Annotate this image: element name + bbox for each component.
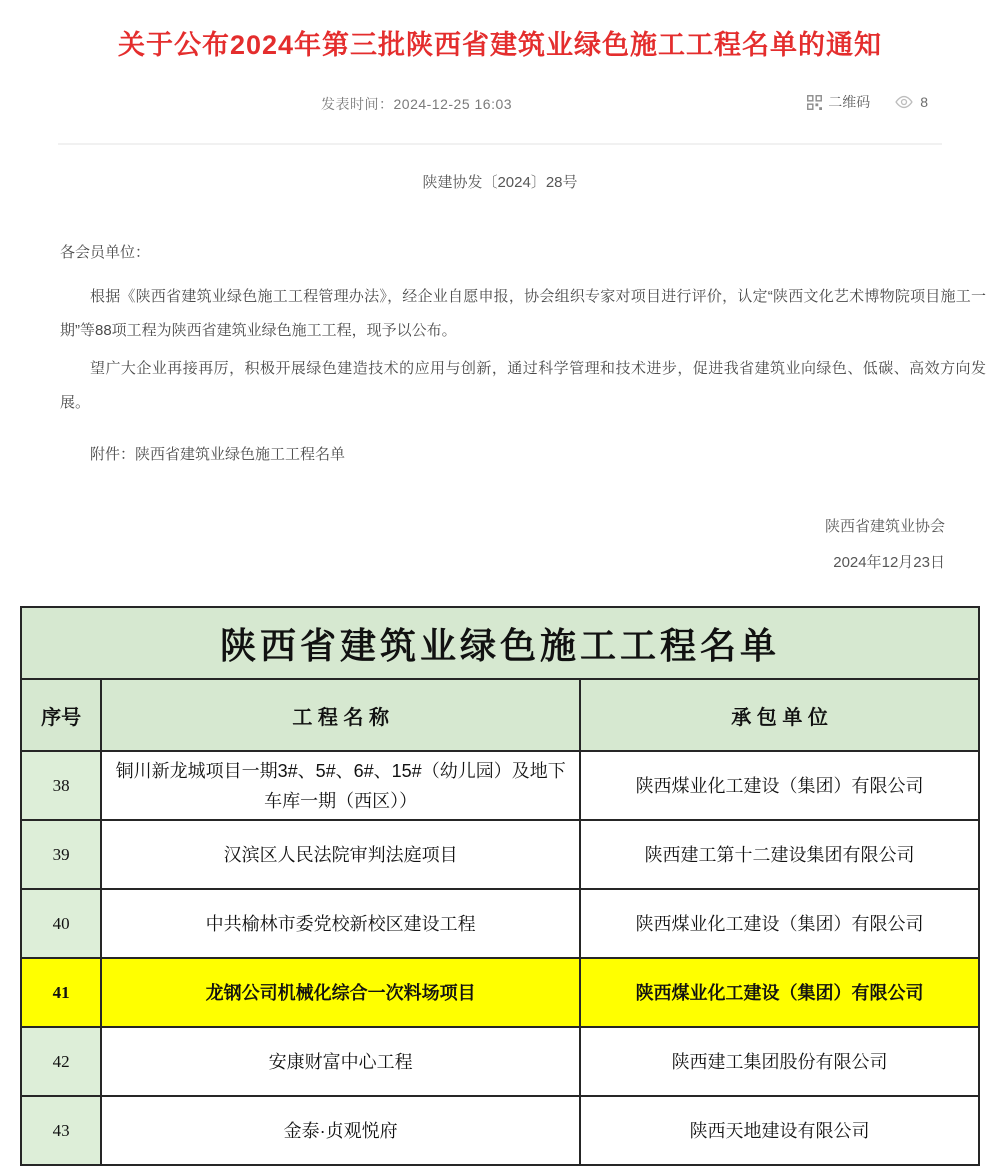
table-title: 陕西省建筑业绿色施工工程名单: [21, 607, 979, 679]
qrcode-label: 二维码: [828, 94, 871, 110]
contractor-name: 陕西煤业化工建设（集团）有限公司: [580, 958, 979, 1027]
contractor-name: 陕西天地建设有限公司: [580, 1096, 979, 1165]
doc-number: 陕建协发〔2024〕28号: [422, 174, 578, 191]
table-row-highlighted: [21, 958, 979, 1027]
row-number: 40: [21, 889, 101, 958]
column-header-no: 序号: [21, 679, 101, 751]
salutation: 各会员单位：: [60, 244, 151, 261]
project-list-table: [20, 606, 980, 1166]
publish-time: 发表时间：2024-12-25 16:03: [321, 96, 513, 112]
row-number: 41: [21, 958, 101, 1027]
table-row: [21, 820, 979, 889]
table-row: [21, 889, 979, 958]
row-number: 38: [21, 751, 101, 820]
contractor-name: 陕西建工第十二建设集团有限公司: [580, 820, 979, 889]
contractor-name: 陕西煤业化工建设（集团）有限公司: [580, 889, 979, 958]
project-name: 安康财富中心工程: [101, 1027, 580, 1096]
view-counter: [894, 94, 928, 110]
project-name: 铜川新龙城项目一期3#、5#、6#、15#（幼儿园）及地下车库一期（西区））: [101, 751, 580, 820]
signature-org: 陕西省建筑业协会: [824, 518, 945, 535]
qrcode-icon: [807, 95, 828, 110]
page-title: 关于公布2024年第三批陕西省建筑业绿色施工工程名单的通知: [117, 30, 883, 60]
table-header-row: [21, 679, 979, 751]
signature-block: [0, 512, 945, 578]
notice-body: [60, 238, 986, 470]
signature-date: 2024年12月23日: [833, 554, 945, 571]
contractor-name: 陕西建工集团股份有限公司: [580, 1027, 979, 1096]
project-name: 龙钢公司机械化综合一次料场项目: [101, 958, 580, 1027]
contractor-name: 陕西煤业化工建设（集团）有限公司: [580, 751, 979, 820]
qrcode-button[interactable]: [807, 92, 870, 112]
table-row: [21, 1027, 979, 1096]
notice-paragraph: 根据《陕西省建筑业绿色施工工程管理办法》，经企业自愿申报，协会组织专家对项目进行评价，认定“陕西文化艺术博物院项目施工一期”等88项工程为陕西省建筑业绿色施工工程，现予以公布。: [60, 288, 986, 339]
row-number: 39: [21, 820, 101, 889]
table-title-row: [21, 607, 979, 679]
row-number: 42: [21, 1027, 101, 1096]
table-row: [21, 751, 979, 820]
meta-actions: [807, 92, 928, 112]
eye-icon: [894, 95, 920, 109]
notice-paragraph: 望广大企业再接再厉，积极开展绿色建造技术的应用与创新，通过科学管理和技术进步，促进我省建筑业向绿色、低碳、高效方向发展。: [60, 360, 986, 411]
project-name: 中共榆林市委党校新校区建设工程: [101, 889, 580, 958]
project-name: 汉滨区人民法院审判法庭项目: [101, 820, 580, 889]
attachment-line: 附件：陕西省建筑业绿色施工工程名单: [90, 446, 346, 463]
header-divider: [58, 143, 942, 145]
project-name: 金泰·贞观悦府: [101, 1096, 580, 1165]
view-count: 8: [920, 94, 928, 110]
table-row: [21, 1096, 979, 1165]
column-header-contractor: 承 包 单 位: [580, 679, 979, 751]
meta-row: [0, 92, 1000, 116]
column-header-project: 工 程 名 称: [101, 679, 580, 751]
row-number: 43: [21, 1096, 101, 1165]
